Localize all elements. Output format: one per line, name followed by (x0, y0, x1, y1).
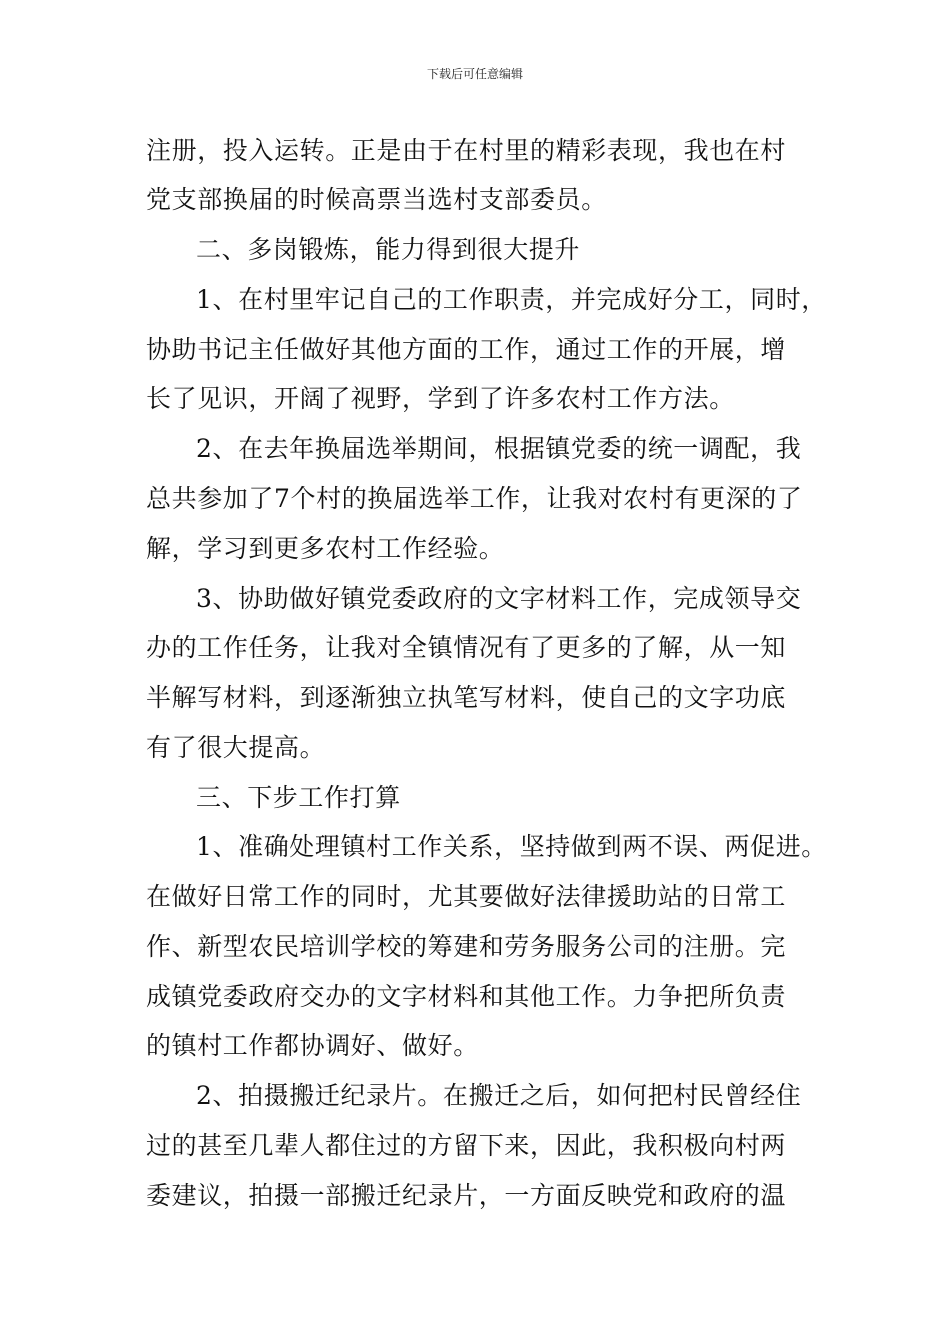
text-line: 3、协助做好镇党委政府的文字材料工作，完成领导交 (196, 584, 802, 613)
text-line: 注册，投入运转。正是由于在村里的精彩表现，我也在村 (146, 136, 787, 165)
text-line: 半解写材料，到逐渐独立执笔写材料，使自己的文字功底 (146, 683, 787, 712)
page-header: 下载后可任意编辑 (426, 67, 523, 81)
text-line: 党支部换届的时候高票当选村支部委员。 (146, 185, 607, 214)
text-line: 1、准确处理镇村工作关系，坚持做到两不误、两促进。 (196, 832, 827, 861)
text-line: 协助书记主任做好其他方面的工作，通过工作的开展，增 (146, 335, 787, 364)
text-line: 在做好日常工作的同时，尤其要做好法律援助站的日常工 (146, 882, 787, 911)
text-line: 2、在去年换届选举期间，根据镇党委的统一调配，我 (196, 434, 802, 463)
section-heading: 三、下步工作打算 (196, 783, 401, 812)
text-line: 办的工作任务，让我对全镇情况有了更多的了解，从一知 (146, 633, 787, 662)
text-line: 过的甚至几辈人都住过的方留下来，因此，我积极向村两 (146, 1131, 787, 1160)
text-line: 委建议，拍摄一部搬迁纪录片，一方面反映党和政府的温 (146, 1181, 787, 1210)
text-line: 解，学习到更多农村工作经验。 (146, 534, 505, 563)
text-line: 有了很大提高。 (146, 733, 326, 762)
section-heading: 二、多岗锻炼，能力得到很大提升 (196, 235, 581, 264)
text-line: 成镇党委政府交办的文字材料和其他工作。力争把所负责 (146, 982, 787, 1011)
text-line: 作、新型农民培训学校的筹建和劳务服务公司的注册。完 (146, 932, 787, 961)
text-line: 长了见识，开阔了视野，学到了许多农村工作方法。 (146, 384, 735, 413)
text-line: 2、拍摄搬迁纪录片。在搬迁之后，如何把村民曾经住 (196, 1081, 802, 1110)
text-line: 的镇村工作都协调好、做好。 (146, 1031, 479, 1060)
text-line: 1、在村里牢记自己的工作职责，并完成好分工，同时， (196, 285, 827, 314)
text-line: 总共参加了7个村的换届选举工作，让我对农村有更深的了 (146, 484, 803, 513)
